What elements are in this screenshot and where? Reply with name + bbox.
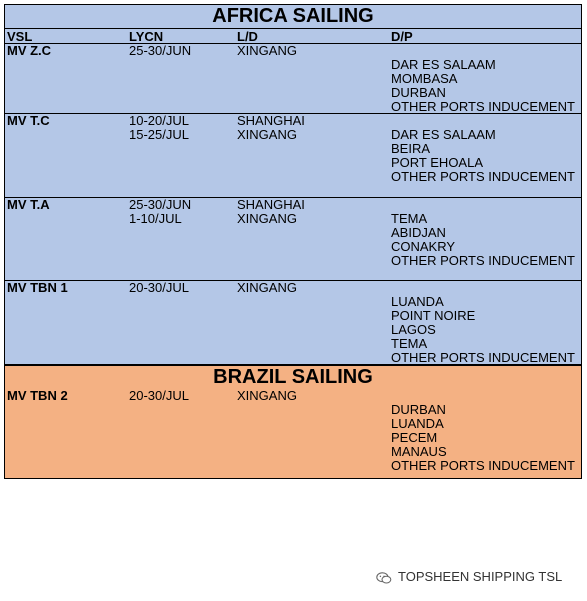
discharge-ports-cell-line: DURBAN (391, 402, 446, 417)
discharge-ports-cell-line: LUANDA (391, 294, 444, 309)
laycan-cell-line: 25-30/JUN (129, 197, 192, 212)
laycan-cell-line: 15-25/JUL (129, 127, 189, 142)
vessel-name (7, 44, 51, 58)
africa-section (4, 4, 582, 365)
laycan-cell-line: 1-10/JUL (129, 211, 182, 226)
laycan-cell (129, 114, 189, 142)
discharge-ports-cell-line: MANAUS (391, 444, 447, 459)
discharge-ports-cell-line: OTHER PORTS INDUCEMENT (391, 99, 575, 114)
laycan-cell (129, 44, 191, 58)
laycan-cell-line: 25-30/JUN (129, 43, 192, 58)
laycan-cell-line: 20-30/JUL (129, 280, 189, 295)
discharge-ports-cell (391, 212, 575, 268)
discharge-ports-cell (391, 128, 575, 184)
discharge-ports-cell-line: OTHER PORTS INDUCEMENT (391, 169, 575, 184)
discharge-ports-cell-line: PORT EHOALA (391, 155, 483, 170)
discharge-ports-cell-line: OTHER PORTS INDUCEMENT (391, 350, 575, 365)
laycan-cell (129, 281, 189, 295)
vessel-name (7, 389, 68, 403)
laycan-cell-line: 20-30/JUL (129, 388, 189, 403)
discharge-ports-cell (391, 403, 575, 473)
load-port-cell-line: XINGANG (237, 43, 297, 58)
load-port-cell-line: XINGANG (237, 127, 297, 142)
wechat-icon (376, 571, 392, 585)
header-dp: D/P (391, 29, 413, 44)
vessel-name-line: MV Z.C (7, 43, 52, 58)
vessel-row (4, 44, 582, 114)
brazil-section-title: BRAZIL SAILING (4, 365, 582, 389)
load-port-cell-line: XINGANG (237, 280, 297, 295)
footer-brand (376, 568, 562, 586)
discharge-ports-cell-line: POINT NOIRE (391, 308, 476, 323)
discharge-ports-cell-line: TEMA (391, 211, 428, 226)
vessel-name-line: MV T.A (7, 197, 50, 212)
discharge-ports-cell-line: LAGOS (391, 322, 436, 337)
vessel-name-line: MV TBN 1 (7, 280, 68, 295)
header-lycn: LYCN (129, 29, 164, 44)
discharge-ports-cell-line: OTHER PORTS INDUCEMENT (391, 458, 575, 473)
brazil-section (4, 365, 582, 479)
load-port-cell (237, 198, 305, 226)
discharge-ports-cell-line: DURBAN (391, 85, 446, 100)
vessel-name-line: MV T.C (7, 113, 50, 128)
laycan-cell (129, 198, 191, 226)
vessel-name-line: MV TBN 2 (7, 388, 68, 403)
header-ld: L/D (237, 29, 258, 44)
discharge-ports-cell (391, 295, 575, 365)
load-port-cell (237, 389, 297, 403)
load-port-cell-line: SHANGHAI (237, 113, 305, 128)
vessel-name (7, 114, 50, 128)
discharge-ports-cell-line: CONAKRY (391, 239, 456, 254)
laycan-cell-line: 10-20/JUL (129, 113, 189, 128)
brazil-rows (4, 389, 582, 479)
laycan-cell (129, 389, 189, 403)
vessel-row (4, 114, 582, 198)
discharge-ports-cell-line: PECEM (391, 430, 438, 445)
discharge-ports-cell-line: MOMBASA (391, 71, 458, 86)
vessel-row (4, 389, 582, 479)
table-header-row (4, 28, 582, 44)
vessel-row (4, 281, 582, 365)
load-port-cell (237, 114, 305, 142)
sailing-schedule-table (4, 4, 582, 479)
load-port-cell (237, 281, 297, 295)
discharge-ports-cell-line: BEIRA (391, 141, 431, 156)
africa-rows (4, 44, 582, 365)
vessel-name (7, 281, 68, 295)
load-port-cell (237, 44, 297, 58)
header-vsl: VSL (7, 29, 33, 44)
discharge-ports-cell-line: OTHER PORTS INDUCEMENT (391, 253, 575, 268)
discharge-ports-cell-line: DAR ES SALAAM (391, 57, 496, 72)
vessel-row (4, 198, 582, 281)
load-port-cell-line: XINGANG (237, 211, 297, 226)
africa-section-title: AFRICA SAILING (4, 4, 582, 28)
discharge-ports-cell-line: LUANDA (391, 416, 444, 431)
discharge-ports-cell-line: ABIDJAN (391, 225, 446, 240)
discharge-ports-cell (391, 58, 575, 114)
load-port-cell-line: SHANGHAI (237, 197, 305, 212)
discharge-ports-cell-line: TEMA (391, 336, 428, 351)
vessel-name (7, 198, 50, 212)
discharge-ports-cell-line: DAR ES SALAAM (391, 127, 496, 142)
footer-brand-text: TOPSHEEN SHIPPING TSL (398, 569, 563, 584)
load-port-cell-line: XINGANG (237, 388, 297, 403)
